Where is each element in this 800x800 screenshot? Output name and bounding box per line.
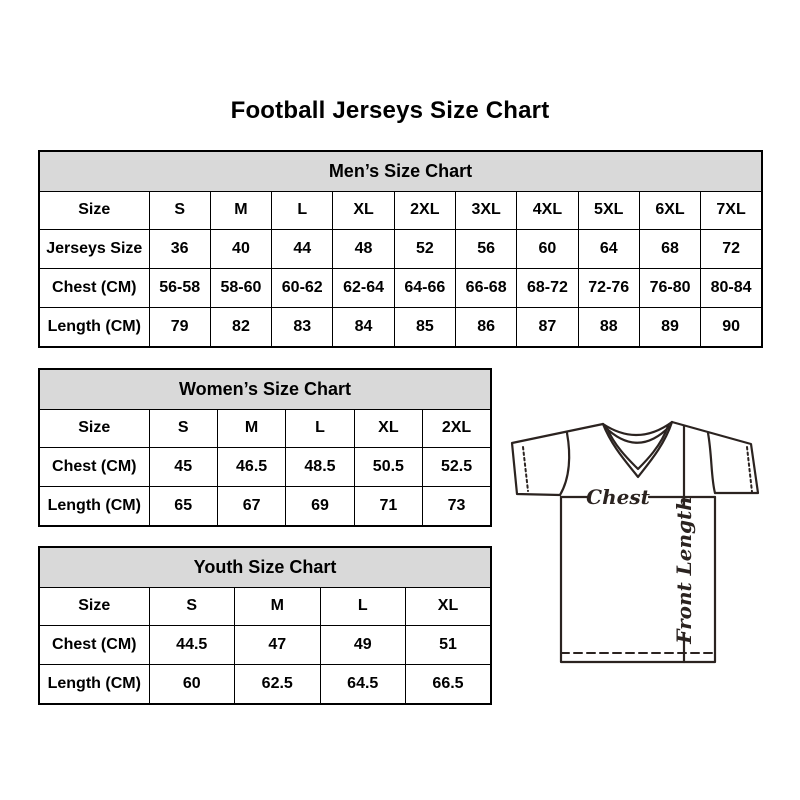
jersey-measurement-diagram <box>500 390 790 690</box>
cell-value: XL <box>333 191 394 230</box>
cell-value: 68 <box>639 230 700 269</box>
cell-value: 84 <box>333 307 394 347</box>
jersey-left-armhole-seam <box>560 433 569 495</box>
cell-value: 47 <box>235 626 321 665</box>
cell-value: 86 <box>455 307 516 347</box>
cell-value: 44 <box>272 230 333 269</box>
cell-value: 64-66 <box>394 268 455 307</box>
table-title: Men’s Size Chart <box>39 151 762 191</box>
cell-value: L <box>286 409 354 448</box>
row-label: Size <box>39 587 149 626</box>
cell-value: 72 <box>701 230 762 269</box>
cell-value: 67 <box>217 486 285 526</box>
row-label: Size <box>39 191 149 230</box>
cell-value: L <box>320 587 406 626</box>
mens-size-table <box>38 150 763 348</box>
cell-value: 48.5 <box>286 448 354 487</box>
jersey-left-cuff-stitch <box>523 447 528 491</box>
cell-value: L <box>272 191 333 230</box>
cell-value: S <box>149 191 210 230</box>
cell-value: 76-80 <box>639 268 700 307</box>
cell-value: 65 <box>149 486 217 526</box>
cell-value: 3XL <box>455 191 516 230</box>
cell-value: 88 <box>578 307 639 347</box>
cell-value: 82 <box>210 307 271 347</box>
cell-value: 48 <box>333 230 394 269</box>
cell-value: 62-64 <box>333 268 394 307</box>
cell-value: 2XL <box>394 191 455 230</box>
cell-value: 56-58 <box>149 268 210 307</box>
cell-value: 66.5 <box>406 664 492 704</box>
table-row <box>39 307 762 347</box>
cell-value: 79 <box>149 307 210 347</box>
cell-value: 90 <box>701 307 762 347</box>
page-title: Football Jerseys Size Chart <box>230 97 550 124</box>
cell-value: 5XL <box>578 191 639 230</box>
cell-value: 49 <box>320 626 406 665</box>
cell-value: 89 <box>639 307 700 347</box>
womens-size-table <box>38 368 492 527</box>
cell-value: 83 <box>272 307 333 347</box>
cell-value: 7XL <box>701 191 762 230</box>
table-title: Women’s Size Chart <box>39 369 491 409</box>
cell-value: XL <box>354 409 422 448</box>
table-row <box>39 486 491 526</box>
cell-value: 46.5 <box>217 448 285 487</box>
cell-value: 66-68 <box>455 268 516 307</box>
table-row <box>39 409 491 448</box>
cell-value: 40 <box>210 230 271 269</box>
cell-value: S <box>149 409 217 448</box>
cell-value: 60-62 <box>272 268 333 307</box>
cell-value: 44.5 <box>149 626 235 665</box>
chest-label: Chest <box>586 485 650 509</box>
cell-value: 68-72 <box>517 268 578 307</box>
cell-value: 52 <box>394 230 455 269</box>
cell-value: 69 <box>286 486 354 526</box>
cell-value: 64.5 <box>320 664 406 704</box>
row-label: Size <box>39 409 149 448</box>
row-label: Length (CM) <box>39 664 149 704</box>
row-label: Jerseys Size <box>39 230 149 269</box>
table-row <box>39 230 762 269</box>
cell-value: 85 <box>394 307 455 347</box>
youth-size-table <box>38 546 492 705</box>
table-row <box>39 664 491 704</box>
cell-value: M <box>235 587 321 626</box>
cell-value: 60 <box>517 230 578 269</box>
table-row <box>39 268 762 307</box>
row-label: Chest (CM) <box>39 268 149 307</box>
cell-value: S <box>149 587 235 626</box>
cell-value: 58-60 <box>210 268 271 307</box>
cell-value: 50.5 <box>354 448 422 487</box>
row-label: Length (CM) <box>39 486 149 526</box>
row-label: Length (CM) <box>39 307 149 347</box>
cell-value: 45 <box>149 448 217 487</box>
cell-value: 73 <box>423 486 491 526</box>
cell-value: 51 <box>406 626 492 665</box>
cell-value: 6XL <box>639 191 700 230</box>
row-label: Chest (CM) <box>39 448 149 487</box>
cell-value: 80-84 <box>701 268 762 307</box>
jersey-right-armhole-seam <box>708 433 715 493</box>
cell-value: XL <box>406 587 492 626</box>
cell-value: M <box>217 409 285 448</box>
cell-value: M <box>210 191 271 230</box>
table-row <box>39 448 491 487</box>
cell-value: 4XL <box>517 191 578 230</box>
cell-value: 2XL <box>423 409 491 448</box>
table-title: Youth Size Chart <box>39 547 491 587</box>
front-length-label: Front Length <box>672 496 696 644</box>
cell-value: 72-76 <box>578 268 639 307</box>
table-row <box>39 587 491 626</box>
cell-value: 52.5 <box>423 448 491 487</box>
table-row <box>39 191 762 230</box>
cell-value: 62.5 <box>235 664 321 704</box>
row-label: Chest (CM) <box>39 626 149 665</box>
cell-value: 36 <box>149 230 210 269</box>
cell-value: 60 <box>149 664 235 704</box>
cell-value: 64 <box>578 230 639 269</box>
jersey-right-cuff-stitch <box>747 447 752 492</box>
cell-value: 56 <box>455 230 516 269</box>
table-row <box>39 626 491 665</box>
cell-value: 87 <box>517 307 578 347</box>
cell-value: 71 <box>354 486 422 526</box>
